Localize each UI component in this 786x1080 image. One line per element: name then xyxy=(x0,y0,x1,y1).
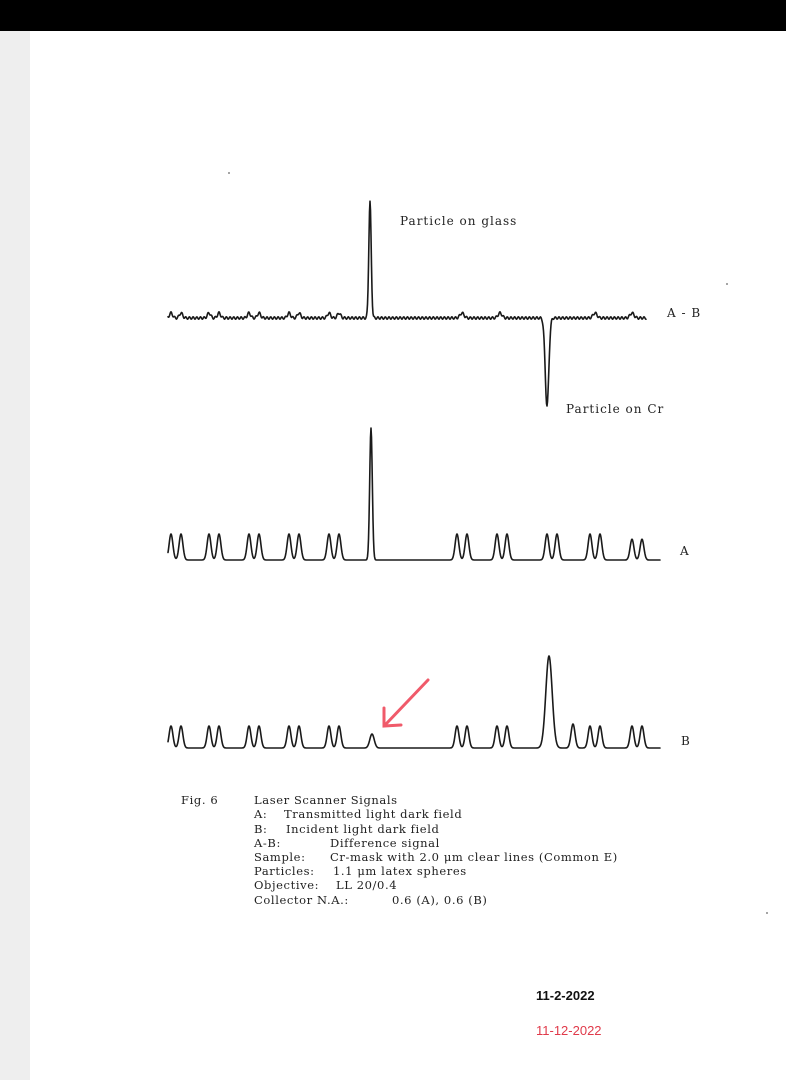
caption-sample-text: Cr-mask with 2.0 μm clear lines (Common E) xyxy=(330,850,618,864)
scan-speck xyxy=(726,283,728,285)
scan-speck xyxy=(228,172,230,174)
trace-b-signal xyxy=(168,656,660,748)
caption-title: Laser Scanner Signals xyxy=(254,793,398,807)
trace-a-signal xyxy=(168,428,660,560)
scan-speck xyxy=(766,912,768,914)
label-trace-a-minus-b: A - B xyxy=(667,306,702,320)
caption-particles-text: 1.1 μm latex spheres xyxy=(333,864,467,878)
caption-b-text: Incident light dark field xyxy=(286,822,440,836)
revision-date-stamp: 11-12-2022 xyxy=(536,1023,602,1038)
caption-a-text: Transmitted light dark field xyxy=(284,807,463,821)
caption-collector-key: Collector N.A.: xyxy=(254,893,349,907)
label-particle-on-glass: Particle on glass xyxy=(400,214,518,228)
caption-objective-key: Objective: xyxy=(254,878,320,892)
caption-collector-text: 0.6 (A), 0.6 (B) xyxy=(392,893,488,907)
handwritten-date-stamp: 11-2-2022 xyxy=(536,988,595,1003)
caption-particles-key: Particles: xyxy=(254,864,315,878)
label-trace-b: B xyxy=(681,734,691,748)
caption-fig-number: Fig. 6 xyxy=(181,793,219,807)
label-trace-a: A xyxy=(680,544,690,558)
caption-ab-text: Difference signal xyxy=(330,836,440,850)
caption-ab-key: A-B: xyxy=(254,836,281,850)
annotation-arrow xyxy=(384,680,428,726)
caption-a-key: A: xyxy=(254,807,268,821)
caption-objective-text: LL 20/0.4 xyxy=(336,878,398,892)
trace-a-minus-b-signal xyxy=(168,201,646,406)
caption-b-key: B: xyxy=(254,822,268,836)
caption-sample-key: Sample: xyxy=(254,850,306,864)
label-particle-on-cr: Particle on Cr xyxy=(566,402,665,416)
